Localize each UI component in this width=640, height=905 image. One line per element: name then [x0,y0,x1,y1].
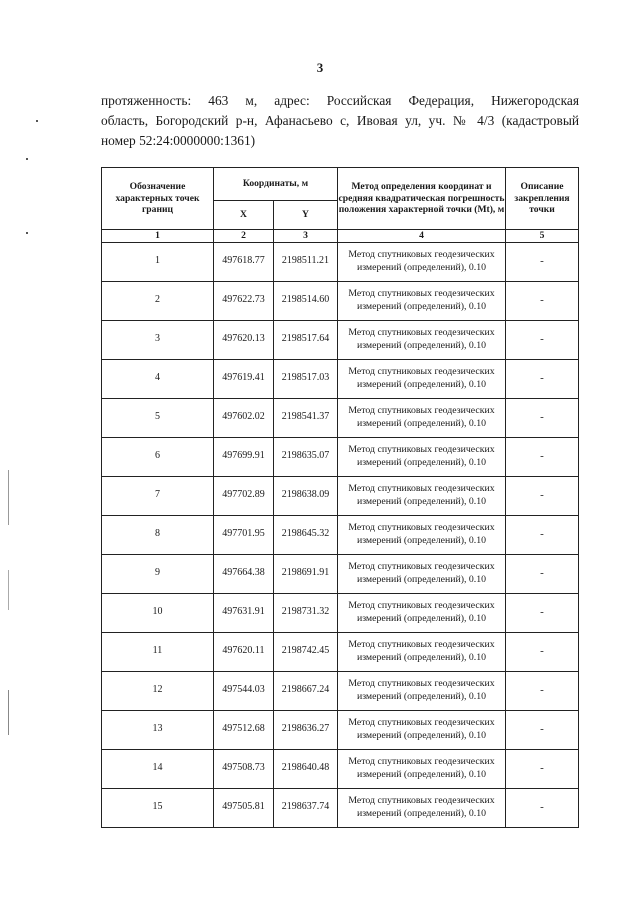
cell-fix: - [506,359,579,398]
cell-fix: - [506,320,579,359]
scan-margin-mark [8,690,9,735]
cell-method: Метод спутниковых геодезических измерений (определений), 0.10 [338,671,506,710]
table-row [102,593,579,632]
cell-fix: - [506,632,579,671]
table-row [102,242,579,281]
cell-fix: - [506,437,579,476]
cell-point: 2 [102,281,214,320]
cell-x: 497508.73 [214,749,274,788]
table-row [102,359,579,398]
header-method: Метод определения координат и средняя квадратическая погрешность положения характерной точки (Mt), м [338,168,506,230]
cell-y: 2198645.32 [274,515,338,554]
cell-fix: - [506,515,579,554]
cell-point: 8 [102,515,214,554]
cell-method: Метод спутниковых геодезических измерений (определений), 0.10 [338,281,506,320]
cell-x: 497664.38 [214,554,274,593]
col-number: 3 [274,230,338,243]
cell-fix: - [506,242,579,281]
cell-y: 2198638.09 [274,476,338,515]
table-row [102,398,579,437]
table-row [102,671,579,710]
cell-method: Метод спутниковых геодезических измерений (определений), 0.10 [338,242,506,281]
table-row [102,710,579,749]
cell-point: 1 [102,242,214,281]
cell-point: 9 [102,554,214,593]
cell-point: 7 [102,476,214,515]
cell-point: 13 [102,710,214,749]
cell-fix: - [506,788,579,827]
cell-method: Метод спутниковых геодезических измерений (определений), 0.10 [338,359,506,398]
cell-y: 2198514.60 [274,281,338,320]
cell-x: 497512.68 [214,710,274,749]
cell-point: 15 [102,788,214,827]
cell-y: 2198742.45 [274,632,338,671]
cell-x: 497620.13 [214,320,274,359]
cell-point: 3 [102,320,214,359]
cell-method: Метод спутниковых геодезических измерений (определений), 0.10 [338,515,506,554]
cell-x: 497702.89 [214,476,274,515]
table-row [102,632,579,671]
cell-method: Метод спутниковых геодезических измерений (определений), 0.10 [338,749,506,788]
cell-x: 497544.03 [214,671,274,710]
scan-margin-mark [8,570,9,610]
cell-point: 6 [102,437,214,476]
cell-y: 2198637.74 [274,788,338,827]
cell-fix: - [506,671,579,710]
table-row [102,788,579,827]
cell-x: 497618.77 [214,242,274,281]
header-y: Y [274,201,338,230]
cell-y: 2198511.21 [274,242,338,281]
cell-y: 2198636.27 [274,710,338,749]
cell-fix: - [506,749,579,788]
cell-point: 12 [102,671,214,710]
table-row [102,554,579,593]
cell-method: Метод спутниковых геодезических измерений (определений), 0.10 [338,476,506,515]
table-row [102,515,579,554]
cell-x: 497505.81 [214,788,274,827]
cell-y: 2198541.37 [274,398,338,437]
cell-x: 497620.11 [214,632,274,671]
cell-fix: - [506,281,579,320]
scan-margin-mark [26,232,28,234]
cell-y: 2198691.91 [274,554,338,593]
scan-margin-mark [36,120,38,122]
col-number: 4 [338,230,506,243]
cell-point: 5 [102,398,214,437]
intro-line-1: протяженность: 463 м, адрес: Российская Федерация, Нижегородская [101,93,579,108]
scan-margin-mark [8,470,9,525]
scan-margin-mark [26,158,28,160]
cell-x: 497619.41 [214,359,274,398]
cell-y: 2198517.64 [274,320,338,359]
cell-method: Метод спутниковых геодезических измерений (определений), 0.10 [338,398,506,437]
table-body [102,242,579,827]
cell-method: Метод спутниковых геодезических измерений (определений), 0.10 [338,593,506,632]
cell-y: 2198517.03 [274,359,338,398]
cell-x: 497622.73 [214,281,274,320]
cell-fix: - [506,554,579,593]
cell-point: 10 [102,593,214,632]
cell-method: Метод спутниковых геодезических измерений (определений), 0.10 [338,710,506,749]
col-number: 1 [102,230,214,243]
cell-method: Метод спутниковых геодезических измерений (определений), 0.10 [338,437,506,476]
cell-y: 2198731.32 [274,593,338,632]
cell-fix: - [506,476,579,515]
cell-fix: - [506,710,579,749]
cell-method: Метод спутниковых геодезических измерений (определений), 0.10 [338,632,506,671]
cell-x: 497602.02 [214,398,274,437]
header-point: Обозначение характерных точек границ [102,168,214,230]
header-fix: Описание закрепления точки [506,168,579,230]
page-number: 3 [316,60,324,75]
cell-y: 2198640.48 [274,749,338,788]
table-row [102,749,579,788]
cell-fix: - [506,593,579,632]
intro-paragraph [101,91,579,151]
intro-line-3: номер 52:24:0000000:1361) [101,133,256,148]
cell-point: 14 [102,749,214,788]
table-row [102,320,579,359]
intro-line-2: область, Богородский р-н, Афанасьево с, Ивовая ул, уч. № 4/3 (кадастровый [101,113,579,128]
cell-y: 2198635.07 [274,437,338,476]
cell-y: 2198667.24 [274,671,338,710]
table-row [102,281,579,320]
cell-point: 4 [102,359,214,398]
coordinates-table [101,167,579,828]
cell-method: Метод спутниковых геодезических измерений (определений), 0.10 [338,320,506,359]
col-number: 2 [214,230,274,243]
cell-x: 497699.91 [214,437,274,476]
table-row [102,437,579,476]
header-coords: Координаты, м [214,168,338,201]
cell-point: 11 [102,632,214,671]
cell-fix: - [506,398,579,437]
table-row [102,476,579,515]
cell-x: 497701.95 [214,515,274,554]
col-number: 5 [506,230,579,243]
cell-x: 497631.91 [214,593,274,632]
header-x: X [214,201,274,230]
cell-method: Метод спутниковых геодезических измерений (определений), 0.10 [338,788,506,827]
cell-method: Метод спутниковых геодезических измерений (определений), 0.10 [338,554,506,593]
